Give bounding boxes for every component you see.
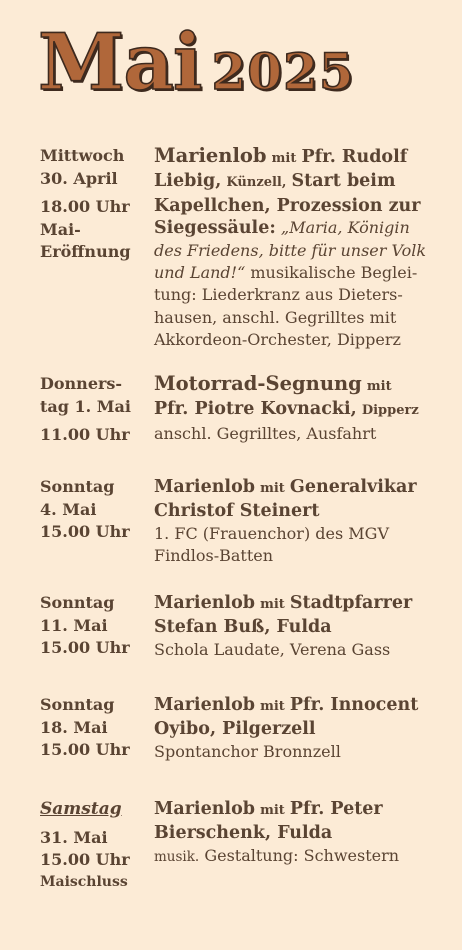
- event-time: 11.00 Uhr: [40, 425, 130, 444]
- event-text: anschl. Gegrilltes, Ausfahrt: [154, 423, 377, 443]
- event-date-text: 30. April: [40, 168, 118, 188]
- event-weekday: Sonntag: [40, 477, 115, 496]
- event-title: Marienlob: [154, 593, 255, 613]
- event-date: [40, 694, 152, 762]
- event-title: Marienlob: [154, 695, 255, 715]
- title-month: Mai: [38, 17, 202, 108]
- event-text: hausen, anschl. Gegrilltes mit: [154, 307, 397, 327]
- event-detail: Siegessäule:: [154, 218, 276, 239]
- event-description: [154, 373, 454, 445]
- event-note: Eröffnung: [40, 242, 131, 261]
- event-time: 15.00 Uhr: [40, 638, 130, 657]
- event-date: [40, 798, 152, 892]
- event-date-text: 18. Mai: [40, 717, 108, 737]
- event-weekday: Mittwoch: [40, 146, 125, 165]
- event-date: [40, 476, 152, 544]
- event-mit: mit: [271, 151, 297, 166]
- event-detail: Start beim: [291, 171, 396, 192]
- event-person: Pfr. Peter: [289, 799, 383, 819]
- event-time: 15.00 Uhr: [40, 850, 130, 869]
- page-title: [38, 17, 355, 108]
- event-text: Gestaltung: Schwestern: [204, 845, 400, 865]
- event-description: [154, 145, 454, 352]
- title-year: 2025: [211, 42, 355, 101]
- event-person: Pfr. Piotre Kovnacki,: [154, 399, 357, 420]
- event-detail: Kapellchen, Prozession zur: [154, 195, 421, 216]
- event-mit: mit: [260, 597, 285, 612]
- event-time: 15.00 Uhr: [40, 522, 130, 541]
- event-title: Motorrad-Segnung: [154, 372, 362, 395]
- event-text: 1. FC (Frauenchor) des MGV: [154, 523, 389, 543]
- event-title: Marienlob: [154, 477, 255, 497]
- event-weekday: Samstag: [40, 799, 122, 819]
- event-date: [40, 373, 152, 447]
- event-person: Stadtpfarrer: [289, 593, 413, 613]
- event-mit: mit: [260, 803, 285, 818]
- event-text: Schola Laudate, Verena Gass: [154, 639, 391, 659]
- event-mit: mit: [260, 481, 285, 496]
- event-person: Bierschenk, Fulda: [154, 823, 333, 844]
- event-person: Oyibo, Pilgerzell: [154, 719, 316, 740]
- event-title: Marienlob: [154, 799, 255, 819]
- event-date: [40, 592, 152, 660]
- event-title: Marienlob: [154, 144, 267, 167]
- event-text: musikalische Beglei-: [250, 263, 418, 283]
- event-text: musik.: [154, 848, 200, 865]
- event-person: Liebig,: [154, 171, 222, 192]
- event-date-text: 11. Mai: [40, 615, 108, 635]
- event-date: [40, 145, 152, 264]
- event-time: 15.00 Uhr: [40, 740, 130, 759]
- event-quote: „Maria, Königin: [280, 218, 410, 238]
- event-place: Dipperz: [361, 403, 419, 419]
- event-description: [154, 592, 454, 661]
- event-date-text: tag 1. Mai: [40, 396, 131, 416]
- event-text: Spontanchor Bronnzell: [154, 741, 341, 761]
- event-weekday: Sonntag: [40, 695, 115, 714]
- event-description: [154, 694, 454, 763]
- event-date-text: 31. Mai: [40, 827, 108, 847]
- event-quote: des Friedens, bitte für unser Volk: [154, 240, 427, 260]
- event-mit: mit: [366, 379, 392, 394]
- event-time: 18.00 Uhr: [40, 197, 130, 216]
- event-weekday: Sonntag: [40, 593, 115, 612]
- event-weekday: Donners-: [40, 374, 123, 393]
- event-text: tung: Liederkranz aus Dieters-: [154, 285, 403, 305]
- event-text: Akkordeon-Orchester, Dipperz: [154, 330, 401, 350]
- event-quote: und Land!“: [154, 263, 246, 283]
- event-date-text: 4. Mai: [40, 499, 97, 519]
- event-mit: mit: [260, 699, 285, 714]
- event-text: Findlos-Batten: [154, 546, 274, 566]
- event-description: [154, 798, 454, 868]
- event-description: [154, 476, 454, 568]
- event-note: Maischluss: [40, 873, 128, 890]
- event-person: Pfr. Innocent: [289, 695, 419, 715]
- event-person: Generalvikar: [289, 477, 417, 497]
- event-person: Stefan Buß, Fulda: [154, 617, 332, 638]
- event-place: Künzell,: [226, 175, 287, 191]
- event-person: Christof Steinert: [154, 501, 320, 522]
- event-person: Pfr. Rudolf: [301, 147, 408, 167]
- event-note: Mai-: [40, 219, 81, 239]
